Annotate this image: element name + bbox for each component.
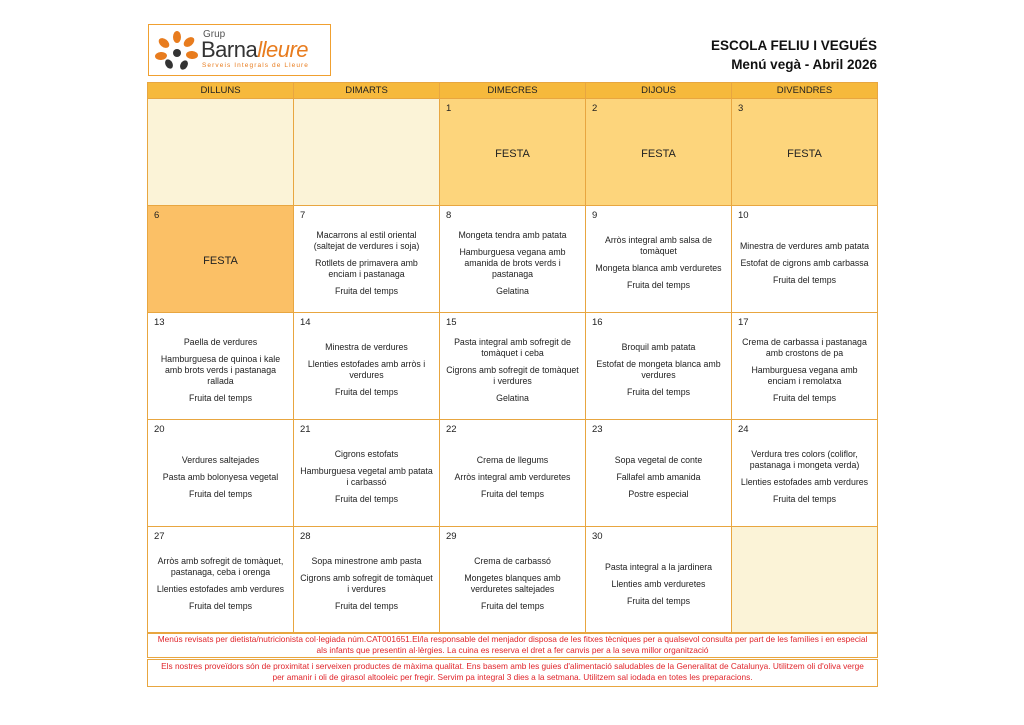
dish-item: Sopa vegetal de conte	[614, 454, 703, 465]
day-number: 23	[592, 424, 603, 435]
day-number: 1	[446, 103, 452, 114]
dish-list	[446, 206, 579, 312]
day-cell	[586, 420, 732, 527]
day-cell	[294, 99, 440, 206]
dish-item: Llenties estofades amb arròs i verdures	[307, 359, 426, 380]
dish-list	[592, 527, 725, 633]
day-cell	[440, 99, 586, 206]
weekday-header: DIVENDRES	[732, 83, 878, 99]
dish-item: Fruita del temps	[772, 274, 837, 285]
dish-item: Fruita del temps	[334, 494, 399, 504]
dish-item: Llenties estofades amb verdures	[740, 477, 869, 487]
dish-item: Estofat de mongeta blanca amb verdures	[596, 359, 721, 380]
dish-item: Cigrons estofats	[334, 449, 399, 459]
dish-list	[154, 527, 287, 633]
dish-item: Cigrons amb sofregit de tomàquet i verdures	[446, 364, 579, 386]
day-cell	[148, 420, 294, 527]
weekday-header: DIJOUS	[586, 83, 732, 99]
dish-item: Fruita del temps	[188, 601, 253, 611]
week-row	[148, 99, 878, 206]
dish-list	[300, 313, 433, 419]
holiday-label: FESTA	[787, 148, 822, 160]
day-number: 13	[154, 317, 165, 328]
dish-item: Llenties estofades amb verdures	[156, 584, 285, 594]
holiday-label: FESTA	[495, 148, 530, 160]
day-cell	[294, 206, 440, 313]
dish-item: Minestra de verdures	[325, 342, 408, 352]
day-number: 2	[592, 103, 598, 114]
day-cell	[440, 527, 586, 634]
dish-list	[738, 313, 871, 419]
dish-list	[154, 420, 287, 526]
logo-name	[201, 37, 308, 63]
holiday-label: FESTA	[203, 255, 238, 267]
weeks-body	[148, 99, 878, 634]
day-cell	[732, 206, 878, 313]
day-cell	[440, 206, 586, 313]
day-number: 15	[446, 317, 457, 328]
dish-item: Fruita del temps	[626, 387, 691, 397]
weekday-header: DIMARTS	[294, 83, 440, 99]
day-cell	[294, 420, 440, 527]
dish-item: Paella de verdures	[183, 336, 258, 347]
menu-calendar	[147, 82, 878, 634]
dish-item: Crema de carbassó	[474, 556, 551, 566]
day-cell	[732, 313, 878, 420]
day-number: 28	[300, 531, 311, 542]
day-cell	[294, 313, 440, 420]
dish-item: Fruita del temps	[188, 488, 253, 499]
week-row	[148, 206, 878, 313]
dish-list	[446, 313, 579, 419]
holiday-label: FESTA	[641, 148, 676, 160]
dish-list	[446, 527, 579, 633]
day-number: 10	[738, 210, 749, 221]
dish-item: Gelatina	[496, 392, 529, 403]
suppliers-note: Els nostres proveïdors són de proximitat i serveixen productes de màxima qualitat. Ens basem amb les guies d'alimentació saludables de la Generalitat de Catalunya. Utilitzem oli d'oliva verge per amanir i oli de girasol altooleic per fregir. Servim pa integral 3 dies a la setmana. Utilitzem sal iodada en totes les preparacions.	[147, 659, 878, 687]
day-number: 7	[300, 210, 306, 221]
day-number: 14	[300, 317, 311, 328]
dish-item: Fruita del temps	[334, 285, 399, 296]
dish-list	[154, 313, 287, 419]
weekday-header: DIMECRES	[440, 83, 586, 99]
dish-list	[446, 420, 579, 526]
week-row	[148, 313, 878, 420]
dish-item: Arròs amb sofregit de tomàquet, pastanaga, ceba i orenga	[157, 556, 284, 577]
dish-item: Mongetes blanques amb verduretes saltejades	[464, 573, 561, 594]
dietitian-note: Menús revisats per dietista/nutricionista col·legiada núm.CAT001651.El/la responsable del menjador disposa de les fitxes tècniques per a qualsevol consulta per part de les famílies i en especial als infants que presentin al·lèrgies. La cuina es reserva el dret a fer canvis per a la seva millor organització	[147, 632, 878, 658]
dish-item: Mongeta tendra amb patata	[458, 229, 567, 240]
dish-item: Hamburguesa de quinoa i kale amb brots verds i pastanaga rallada	[160, 353, 281, 386]
dish-item: Postre especial	[628, 488, 689, 499]
dish-item: Minestra de verdures amb patata	[739, 240, 870, 251]
weekday-header-row	[148, 83, 878, 99]
dish-item: Verdura tres colors (coliflor, pastanaga i mongeta verda)	[749, 449, 860, 470]
day-cell	[294, 527, 440, 634]
day-number: 27	[154, 531, 165, 542]
day-number: 8	[446, 210, 452, 221]
dish-item: Hamburguesa vegana amb enciam i remolatxa	[751, 364, 858, 386]
dish-item: Rotllets de primavera amb enciam i pastanaga	[315, 257, 418, 279]
dish-item: Crema de llegums	[476, 454, 549, 465]
dish-item: Macarrons al estil oriental (saltejat de verdures i soja)	[313, 229, 420, 251]
dish-item: Fallafel amb amanida	[616, 471, 701, 482]
logo-barna: Barna	[201, 37, 258, 62]
day-number: 22	[446, 424, 457, 435]
dish-item: Estofat de cigrons amb carbassa	[740, 257, 869, 268]
dish-item: Fruita del temps	[480, 488, 545, 499]
dish-item: Fruita del temps	[334, 601, 399, 611]
dish-item: Fruita del temps	[626, 280, 691, 290]
dish-item: Fruita del temps	[334, 387, 399, 397]
school-name: ESCOLA FELIU I VEGUÉS	[710, 38, 877, 53]
dish-list	[592, 420, 725, 526]
weekday-header: DILLUNS	[148, 83, 294, 99]
dish-list	[592, 206, 725, 312]
day-number: 17	[738, 317, 749, 328]
day-cell	[148, 313, 294, 420]
dish-list	[300, 527, 433, 633]
dish-item: Arròs integral amb salsa de tomàquet	[604, 235, 713, 256]
dish-item: Fruita del temps	[772, 392, 837, 403]
dish-item: Hamburguesa vegetal amb patata i carbassó	[300, 466, 433, 487]
dish-item: Sopa minestrone amb pasta	[311, 556, 422, 566]
day-number: 6	[154, 210, 160, 221]
logo-grup: Grup	[203, 29, 226, 40]
day-number: 24	[738, 424, 749, 435]
dish-item: Llenties amb verduretes	[611, 578, 706, 589]
day-cell	[440, 313, 586, 420]
dish-item: Fruita del temps	[188, 392, 253, 403]
dish-list	[592, 313, 725, 419]
day-cell	[148, 527, 294, 634]
day-cell	[586, 206, 732, 313]
day-number: 9	[592, 210, 598, 221]
dish-item: Mongeta blanca amb verduretes	[595, 263, 722, 273]
day-cell	[732, 527, 878, 634]
day-cell	[586, 313, 732, 420]
day-cell	[148, 99, 294, 206]
day-number: 3	[738, 103, 744, 114]
day-cell	[440, 420, 586, 527]
menu-title: Menú vegà - Abril 2026	[731, 57, 877, 72]
dish-item: Hamburguesa vegana amb amanida de brots verds i pastanaga	[459, 246, 566, 279]
day-cell	[148, 206, 294, 313]
dish-item: Arròs integral amb verduretes	[454, 471, 571, 482]
sun-logo-icon	[155, 31, 199, 71]
day-cell	[586, 99, 732, 206]
dish-item: Pasta integral amb sofregit de tomàquet i ceba	[454, 336, 571, 358]
week-row	[148, 527, 878, 634]
dish-item: Pasta amb bolonyesa vegetal	[162, 471, 279, 482]
day-cell	[732, 99, 878, 206]
school-header	[711, 36, 877, 74]
day-cell	[586, 527, 732, 634]
day-number: 16	[592, 317, 603, 328]
day-number: 21	[300, 424, 311, 435]
dish-item: Fruita del temps	[772, 494, 837, 504]
logo-tagline: Serveis Integrals de Lleure	[202, 62, 310, 69]
company-logo	[148, 24, 331, 76]
dish-list	[300, 420, 433, 526]
dish-item: Fruita del temps	[626, 595, 691, 606]
week-row	[148, 420, 878, 527]
dish-list	[738, 206, 871, 312]
dish-item: Broquil amb patata	[621, 342, 696, 352]
dish-item: Crema de carbassa i pastanaga amb crostons de pa	[742, 336, 867, 358]
logo-lleure: lleure	[257, 37, 309, 62]
dish-item: Cigrons amb sofregit de tomàquet i verdures	[300, 573, 433, 594]
dish-item: Fruita del temps	[480, 601, 545, 611]
dish-list	[300, 206, 433, 312]
dish-item: Gelatina	[496, 285, 529, 296]
dish-item: Pasta integral a la jardinera	[604, 561, 713, 572]
day-cell	[732, 420, 878, 527]
dish-item: Verdures saltejades	[181, 454, 260, 465]
day-number: 20	[154, 424, 165, 435]
dish-list	[738, 420, 871, 526]
day-number: 29	[446, 531, 457, 542]
day-number: 30	[592, 531, 603, 542]
